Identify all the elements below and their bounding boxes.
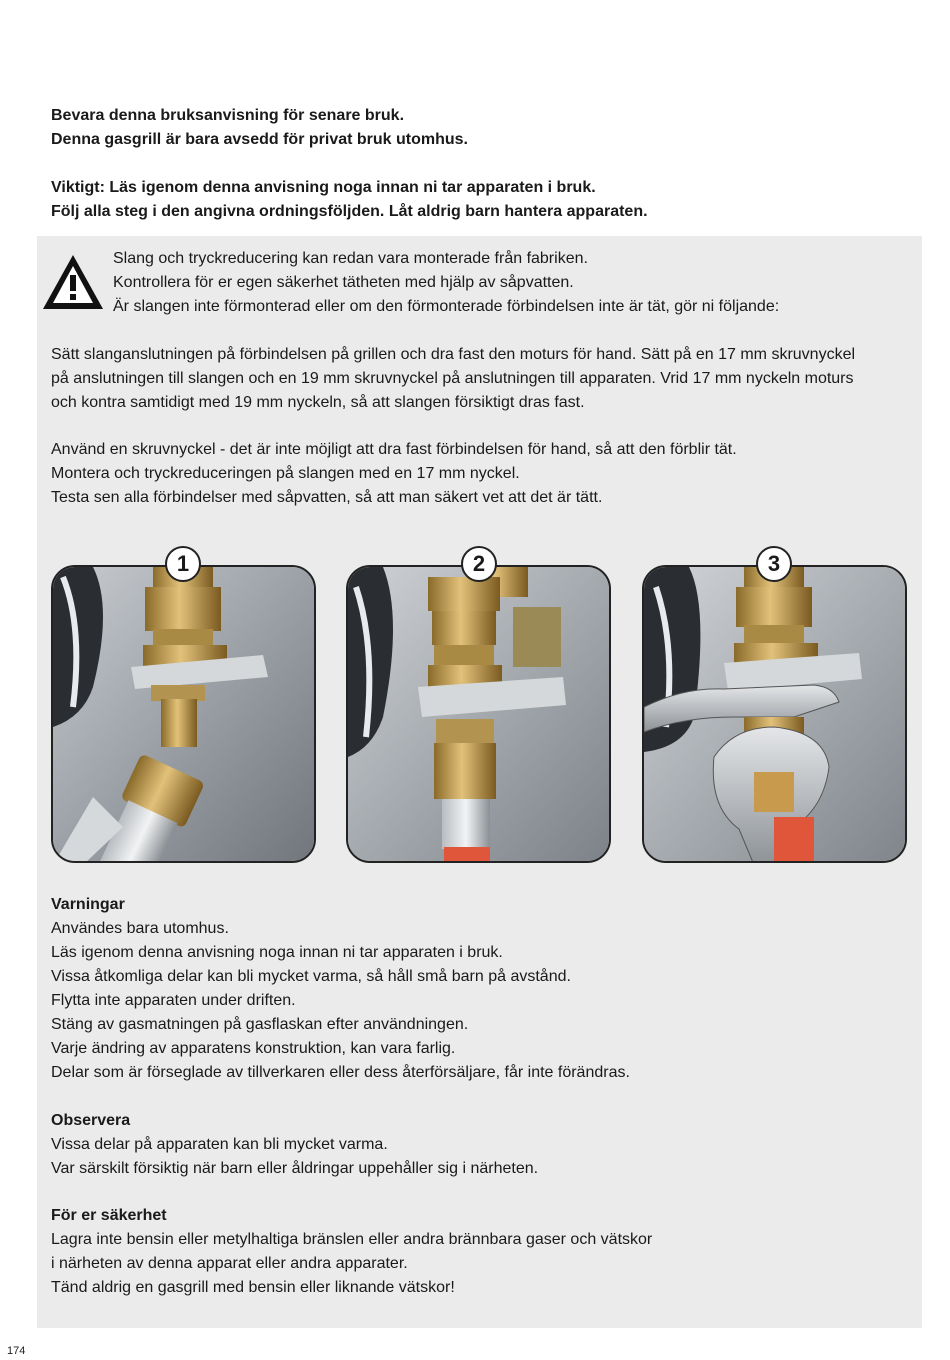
warning-line: Kontrollera för er egen säkerhet tätheten med hjälp av såpvatten. [113, 274, 574, 291]
page-number: 174 [7, 1345, 26, 1357]
warnings-section [51, 893, 911, 1085]
section-line: Vissa åtkomliga delar kan bli mycket varma, så håll små barn på avstånd. [51, 968, 571, 985]
safety-section [51, 1204, 911, 1300]
section-line: Tänd aldrig en gasgrill med bensin eller liknande vätskor! [51, 1279, 455, 1296]
intro-line: Denna gasgrill är bara avsedd för privat bruk utomhus. [51, 131, 468, 148]
instruction-paragraph-1 [51, 343, 911, 415]
step-2-photo [346, 565, 611, 863]
section-title: Varningar [51, 896, 125, 913]
instruction-line: Testa sen alla förbindelser med såpvatten, så att man säkert vet att det är tätt. [51, 489, 603, 506]
instruction-line: Montera och tryckreduceringen på slangen med en 17 mm nyckel. [51, 465, 520, 482]
instruction-line: Sätt slanganslutningen på förbindelsen på grillen och dra fast den moturs för hand. Sätt på en 17 mm skruvnyckel [51, 346, 856, 363]
step-badge-3: 3 [756, 546, 792, 582]
instruction-line: och kontra samtidigt med 19 mm nyckeln, så att slangen försiktigt dras fast. [51, 394, 585, 411]
warning-text [113, 247, 913, 319]
instruction-paragraph-2 [51, 438, 911, 510]
section-line: Vissa delar på apparaten kan bli mycket varma. [51, 1136, 388, 1153]
section-title: För er säkerhet [51, 1207, 167, 1224]
intro-text [51, 104, 911, 248]
warning-triangle-icon [41, 253, 105, 311]
intro-line: Följ alla steg i den angivna ordningsföljden. Låt aldrig barn hantera apparaten. [51, 203, 648, 220]
section-line: Lagra inte bensin eller metylhaltiga bränslen eller andra brännbara gaser och vätskor [51, 1231, 653, 1248]
step-3-photo [642, 565, 907, 863]
step-1-photo [51, 565, 316, 863]
intro-line: Bevara denna bruksanvisning för senare bruk. [51, 107, 405, 124]
section-line: i närheten av denna apparat eller andra apparater. [51, 1255, 408, 1272]
section-line: Stäng av gasmatningen på gasflaskan efter användningen. [51, 1016, 469, 1033]
section-line: Användes bara utomhus. [51, 920, 229, 937]
section-line: Var särskilt försiktig när barn eller åldringar uppehåller sig i närheten. [51, 1160, 539, 1177]
instruction-line: på anslutningen till slangen och en 19 mm skruvnyckel på anslutningen till apparaten. Vrid 17 mm nyckeln moturs [51, 370, 854, 387]
instruction-line: Använd en skruvnyckel - det är inte möjligt att dra fast förbindelsen för hand, så att den förblir tät. [51, 441, 737, 458]
section-line: Flytta inte apparaten under driften. [51, 992, 296, 1009]
step-badge-2: 2 [461, 546, 497, 582]
section-line: Varje ändring av apparatens konstruktion, kan vara farlig. [51, 1040, 456, 1057]
section-line: Delar som är förseglade av tillverkaren eller dess återförsäljare, får inte förändras. [51, 1064, 630, 1081]
warning-line: Slang och tryckreducering kan redan vara monterade från fabriken. [113, 250, 588, 267]
step-badge-1: 1 [165, 546, 201, 582]
warning-line: Är slangen inte förmonterad eller om den förmonterade förbindelsen inte är tät, gör ni följande: [113, 298, 780, 315]
section-line: Läs igenom denna anvisning noga innan ni tar apparaten i bruk. [51, 944, 503, 961]
intro-line: Viktigt: Läs igenom denna anvisning noga innan ni tar apparaten i bruk. [51, 179, 596, 196]
observera-section [51, 1109, 911, 1181]
section-title: Observera [51, 1112, 131, 1129]
